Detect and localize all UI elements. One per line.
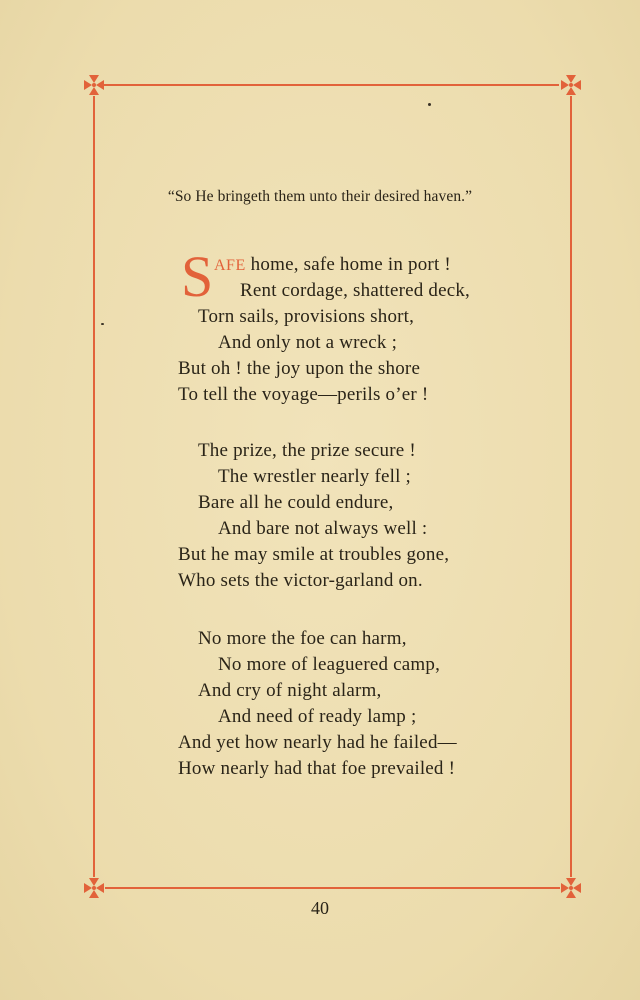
poem-line: And only not a wreck ; (218, 332, 398, 353)
drop-cap: S (181, 244, 214, 309)
poem-line: And need of ready lamp ; (218, 706, 417, 727)
corner-bottom-left-cross-icon (83, 877, 105, 899)
poem-line: The prize, the prize secure ! (198, 440, 416, 461)
poem-line: To tell the voyage—perils o’er ! (178, 384, 429, 405)
poem-line: Rent cordage, shattered deck, (240, 280, 471, 301)
poem-line: And yet how nearly had he failed— (178, 732, 457, 753)
poem-line: No more the foe can harm, (198, 628, 407, 649)
border-left (93, 96, 95, 877)
poem-line: AFE home, safe home in port ! (214, 254, 451, 275)
poem-line: The wrestler nearly fell ; (218, 466, 412, 487)
poem-line: But oh ! the joy upon the shore (178, 358, 421, 379)
corner-bottom-right-cross-icon (560, 877, 582, 899)
poem-line: Bare all he could endure, (198, 492, 394, 513)
border-bottom (105, 887, 560, 889)
poem-line: But he may smile at troubles gone, (178, 544, 450, 565)
corner-top-left-cross-icon (83, 74, 105, 96)
corner-top-right-cross-icon (560, 74, 582, 96)
page-number: 40 (311, 898, 329, 918)
paper-speck (428, 103, 431, 106)
border-right (570, 96, 572, 877)
poem-line: Torn sails, provisions short, (198, 306, 415, 327)
poem-line: And cry of night alarm, (198, 680, 382, 701)
poem-line: How nearly had that foe prevailed ! (178, 758, 456, 779)
poem-line: And bare not always well : (218, 518, 428, 539)
first-word-small-caps: AFE (214, 257, 246, 274)
border-top (104, 84, 559, 86)
poem-line: No more of leaguered camp, (218, 654, 441, 675)
epigraph: “So He bringeth them unto their desired haven.” (167, 188, 473, 205)
paper-speck (101, 323, 104, 325)
poem-line: Who sets the victor-garland on. (178, 570, 423, 591)
